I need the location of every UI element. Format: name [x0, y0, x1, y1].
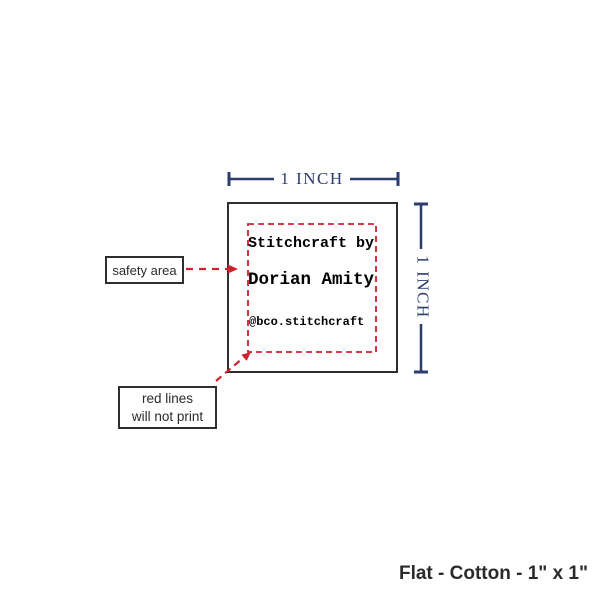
product-spec-text: Flat - Cotton - 1" x 1"	[398, 563, 588, 584]
red-lines-callout	[118, 386, 217, 429]
design-text-line1: Stitchcraft by	[248, 235, 375, 252]
dimension-top-text: 1 INCH	[280, 169, 344, 188]
dimension-right-text: 1 INCH	[414, 254, 433, 319]
dimension-label-right	[403, 249, 443, 324]
design-text-line2: Dorian Amity	[248, 270, 375, 290]
safety-area-arrow	[186, 265, 238, 274]
design-text-line3: @bco.stitchcraft	[249, 315, 365, 329]
safety-area-callout	[105, 256, 184, 284]
red-lines-callout-line1: red lines	[141, 390, 194, 406]
dimension-label-top	[274, 160, 350, 198]
red-lines-callout-line2: will not print	[131, 408, 204, 424]
red-lines-arrow	[216, 352, 251, 381]
safety-area-callout-text: safety area	[112, 262, 177, 278]
